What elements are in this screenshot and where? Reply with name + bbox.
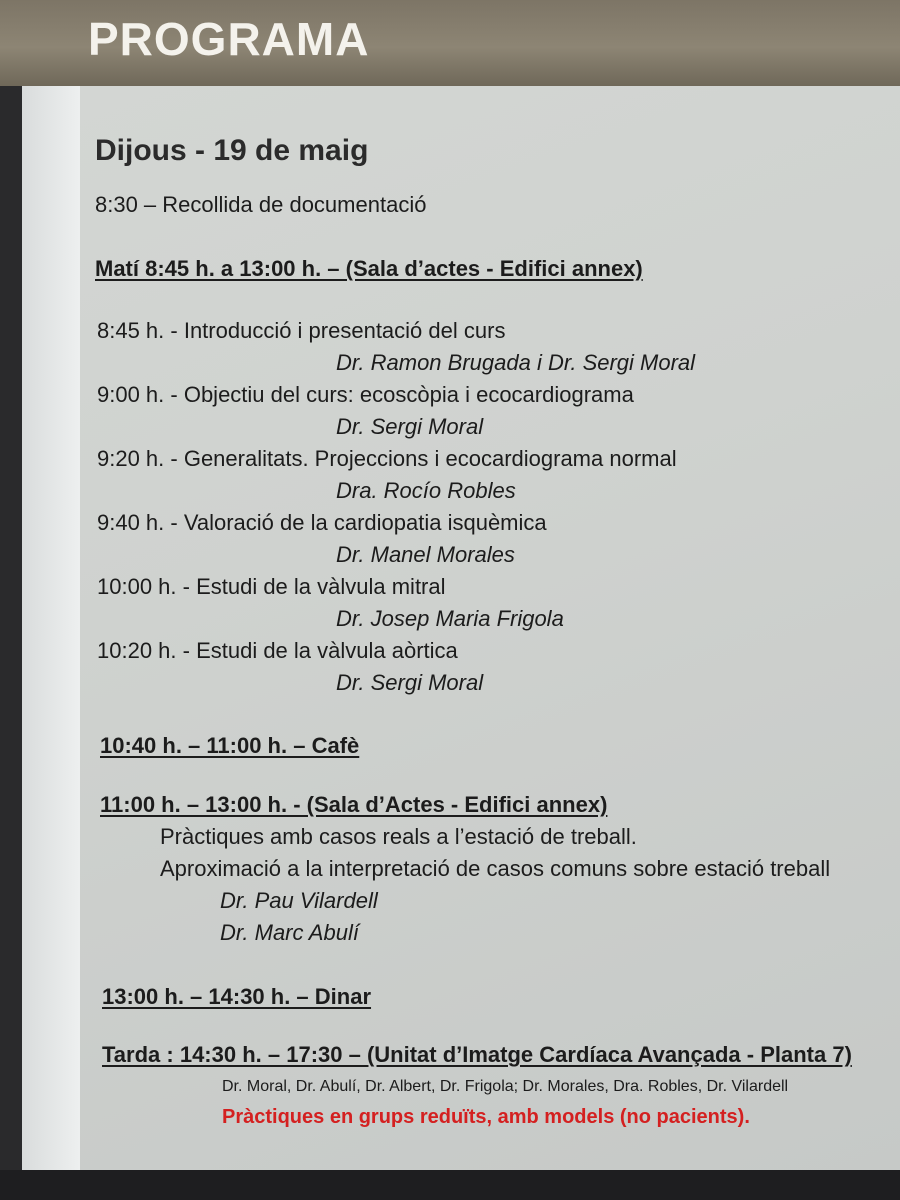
session-speaker: Dr. Ramon Brugada i Dr. Sergi Moral [336, 350, 696, 375]
monitor-bezel [0, 1170, 900, 1200]
afternoon-speakers: Dr. Moral, Dr. Abulí, Dr. Albert, Dr. Frigola; Dr. Morales, Dra. Robles, Dr. Vilardell [222, 1078, 789, 1095]
coffee-break-heading: 10:40 h. – 11:00 h. – Cafè [100, 733, 360, 758]
left-margin-strip [22, 86, 82, 1171]
session-speaker: Dr. Sergi Moral [336, 414, 484, 439]
session-title: 10:00 h. - Estudi de la vàlvula mitral [97, 574, 446, 599]
day-heading: Dijous - 19 de maig [95, 134, 369, 167]
afternoon-note: Pràctiques en grups reduïts, amb models (no pacients). [222, 1106, 750, 1128]
session-title: 9:20 h. - Generalitats. Projeccions i ecocardiograma normal [97, 446, 677, 471]
session-title: 9:40 h. - Valoració de la cardiopatia isquèmica [97, 510, 547, 535]
practice-line: Aproximació a la interpretació de casos comuns sobre estació treball [160, 856, 831, 881]
session-title: 8:45 h. - Introducció i presentació del curs [97, 318, 506, 343]
header-band [0, 0, 900, 86]
session-title: 9:00 h. - Objectiu del curs: ecoscòpia i ecocardiograma [97, 382, 634, 407]
session-speaker: Dra. Rocío Robles [336, 478, 516, 503]
morning-heading: Matí 8:45 h. a 13:00 h. – (Sala d’actes - Edifici annex) [95, 256, 643, 281]
afternoon-heading: Tarda : 14:30 h. – 17:30 – (Unitat d’Imatge Cardíaca Avançada - Planta 7) [102, 1042, 852, 1067]
program-sheet [80, 86, 900, 1171]
practice-line: Pràctiques amb casos reals a l’estació de treball. [160, 824, 637, 849]
session-title: 10:20 h. - Estudi de la vàlvula aòrtica [97, 638, 458, 663]
session-speaker: Dr. Sergi Moral [336, 670, 484, 695]
practice-speaker: Dr. Marc Abulí [220, 920, 359, 945]
practice-heading: 11:00 h. – 13:00 h. - (Sala d’Actes - Edifici annex) [100, 792, 608, 817]
practice-speaker: Dr. Pau Vilardell [220, 888, 378, 913]
session-speaker: Dr. Manel Morales [336, 542, 515, 567]
session-speaker: Dr. Josep Maria Frigola [336, 606, 564, 631]
registration-line: 8:30 – Recollida de documentació [95, 192, 427, 217]
lunch-heading: 13:00 h. – 14:30 h. – Dinar [102, 984, 372, 1009]
page-title: PROGRAMA [88, 13, 370, 65]
